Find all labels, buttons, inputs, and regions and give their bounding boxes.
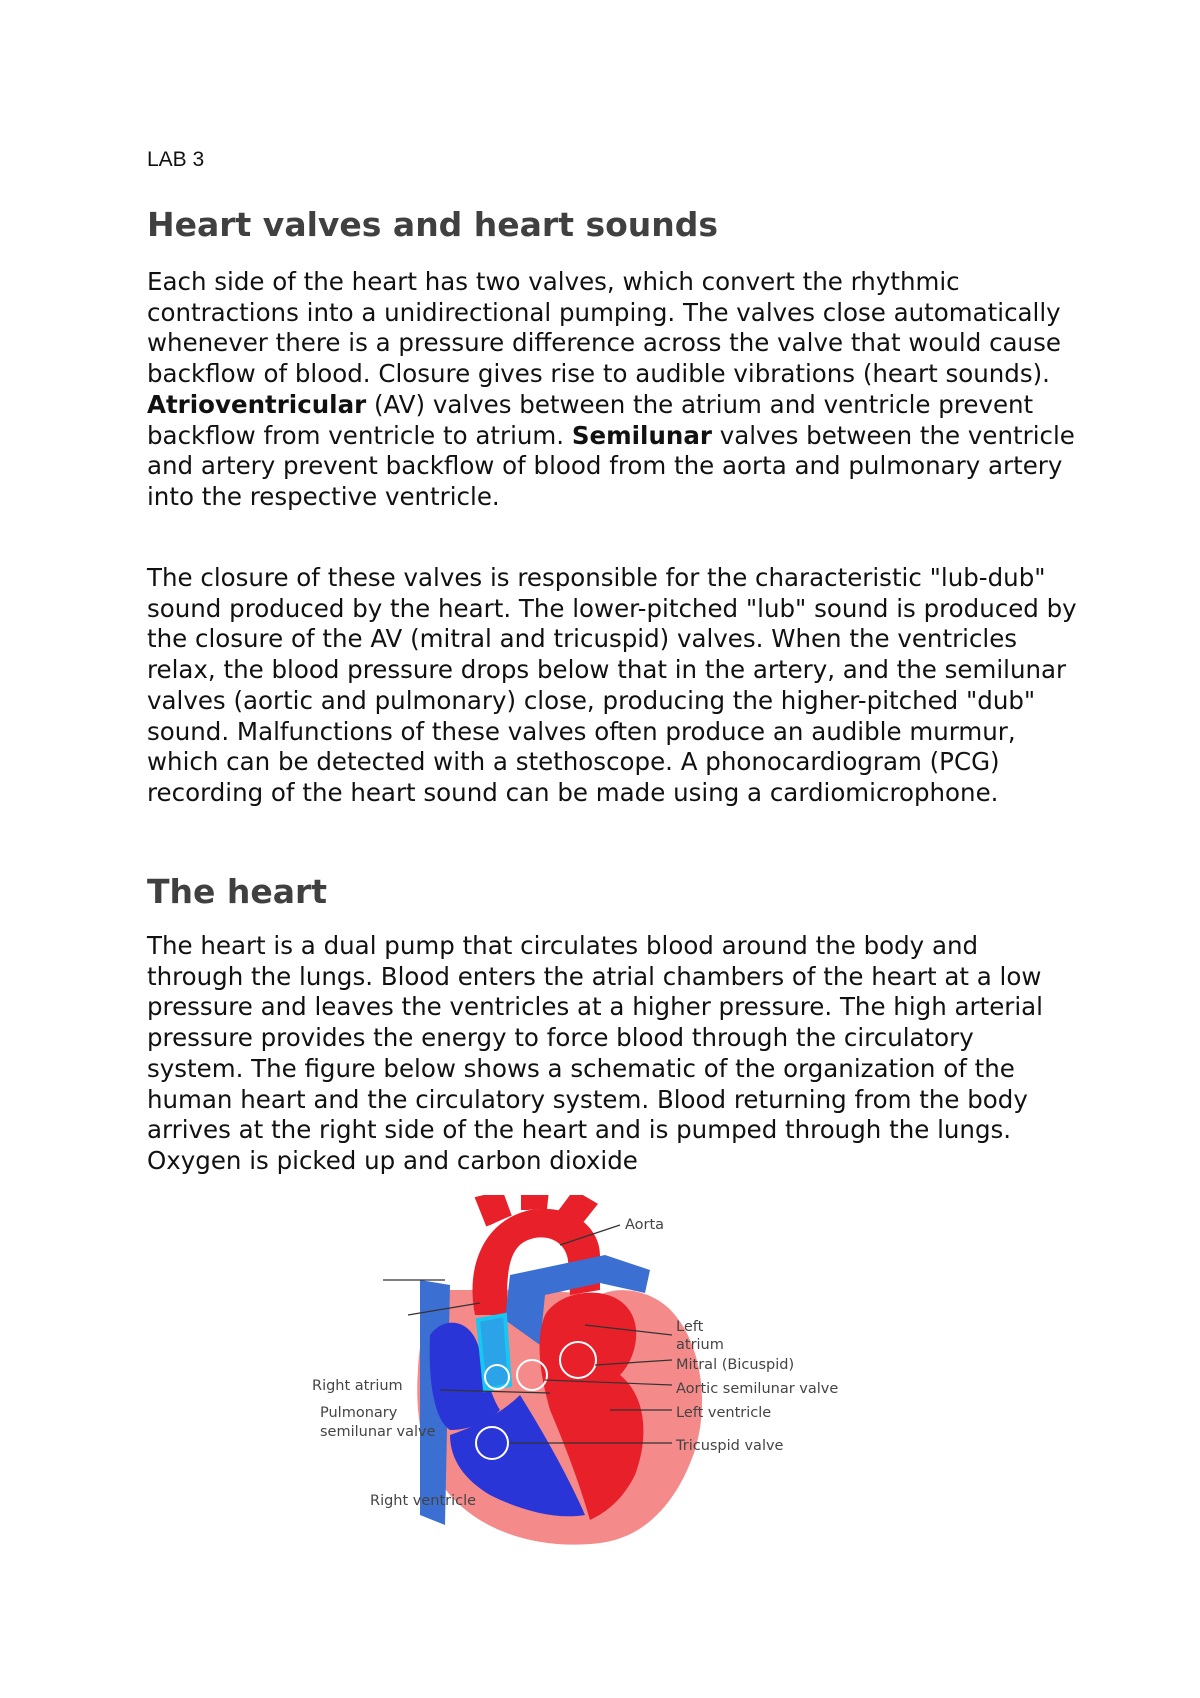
label-left-ventricle: Left ventricle [676, 1405, 772, 1421]
term-atrioventricular: Atrioventricular [147, 389, 367, 419]
label-right-ventricle: Right ventricle [370, 1493, 477, 1509]
section-heading-the-heart: The heart [147, 872, 328, 911]
paragraph-heart-sounds: The closure of these valves is responsible for the characteristic "lub-dub" sound produced by the heart. The lower-pitched "lub" sound is produced by the closure of the AV (mitral and tricuspid) valves. When the ventricles relax, the blood pressure drops below that in the artery, and the semilunar valves (aortic and pulmonary) close, producing the higher-pitched "dub" sound. Malfunctions of these valves often produce an audible murmur, which can be detected with a stethoscope. A phonocardiogram (PCG) recording of the heart sound can be made using a cardiomicrophone. [147, 563, 1077, 807]
section-heading-heart-valves: Heart valves and heart sounds [147, 205, 719, 244]
label-mitral: Mitral (Bicuspid) [676, 1357, 795, 1373]
label-aorta: Aorta [625, 1217, 665, 1233]
heart-diagram [300, 1195, 920, 1560]
pulmonary-outflow [478, 1315, 510, 1390]
paragraph-text: valves between the ventricle and artery prevent backflow of blood from the aorta and pulmonary artery into the respective ventricle. [147, 420, 1075, 511]
label-pulmonary-line1: Pulmonary [320, 1405, 398, 1421]
label-right-atrium: Right atrium [312, 1378, 403, 1394]
term-semilunar: Semilunar [571, 420, 712, 450]
lab-label: LAB 3 [147, 148, 205, 171]
label-pulmonary-line2: semilunar valve [320, 1424, 436, 1440]
label-aortic-valve: Aortic semilunar valve [676, 1381, 839, 1397]
heart-diagram-svg [300, 1195, 920, 1560]
paragraph-text: (AV) valves between the atrium and ventricle prevent backflow from ventricle to atrium. [147, 389, 1034, 450]
label-left-atrium-line2: atrium [676, 1337, 724, 1353]
paragraph-text: Each side of the heart has two valves, which convert the rhythmic contractions into a unidirectional pumping. The valves close automatically whenever there is a pressure difference across the valve that would cause backflow of blood. Closure gives rise to audible vibrations (heart sounds). [147, 267, 1061, 389]
paragraph-valves [147, 267, 1077, 513]
paragraph-the-heart: The heart is a dual pump that circulates blood around the body and through the lungs. Blood enters the atrial chambers of the heart at a low pressure and leaves the ventricles at a higher pressure. The high arterial pressure provides the energy to force blood through the circulatory system. The figure below shows a schematic of the organization of the human heart and the circulatory system. Blood returning from the body arrives at the right side of the heart and is pumped through the lungs. Oxygen is picked up and carbon dioxide [147, 931, 1043, 1175]
label-tricuspid: Tricuspid valve [676, 1438, 784, 1454]
label-left-atrium-line1: Left [676, 1319, 704, 1335]
